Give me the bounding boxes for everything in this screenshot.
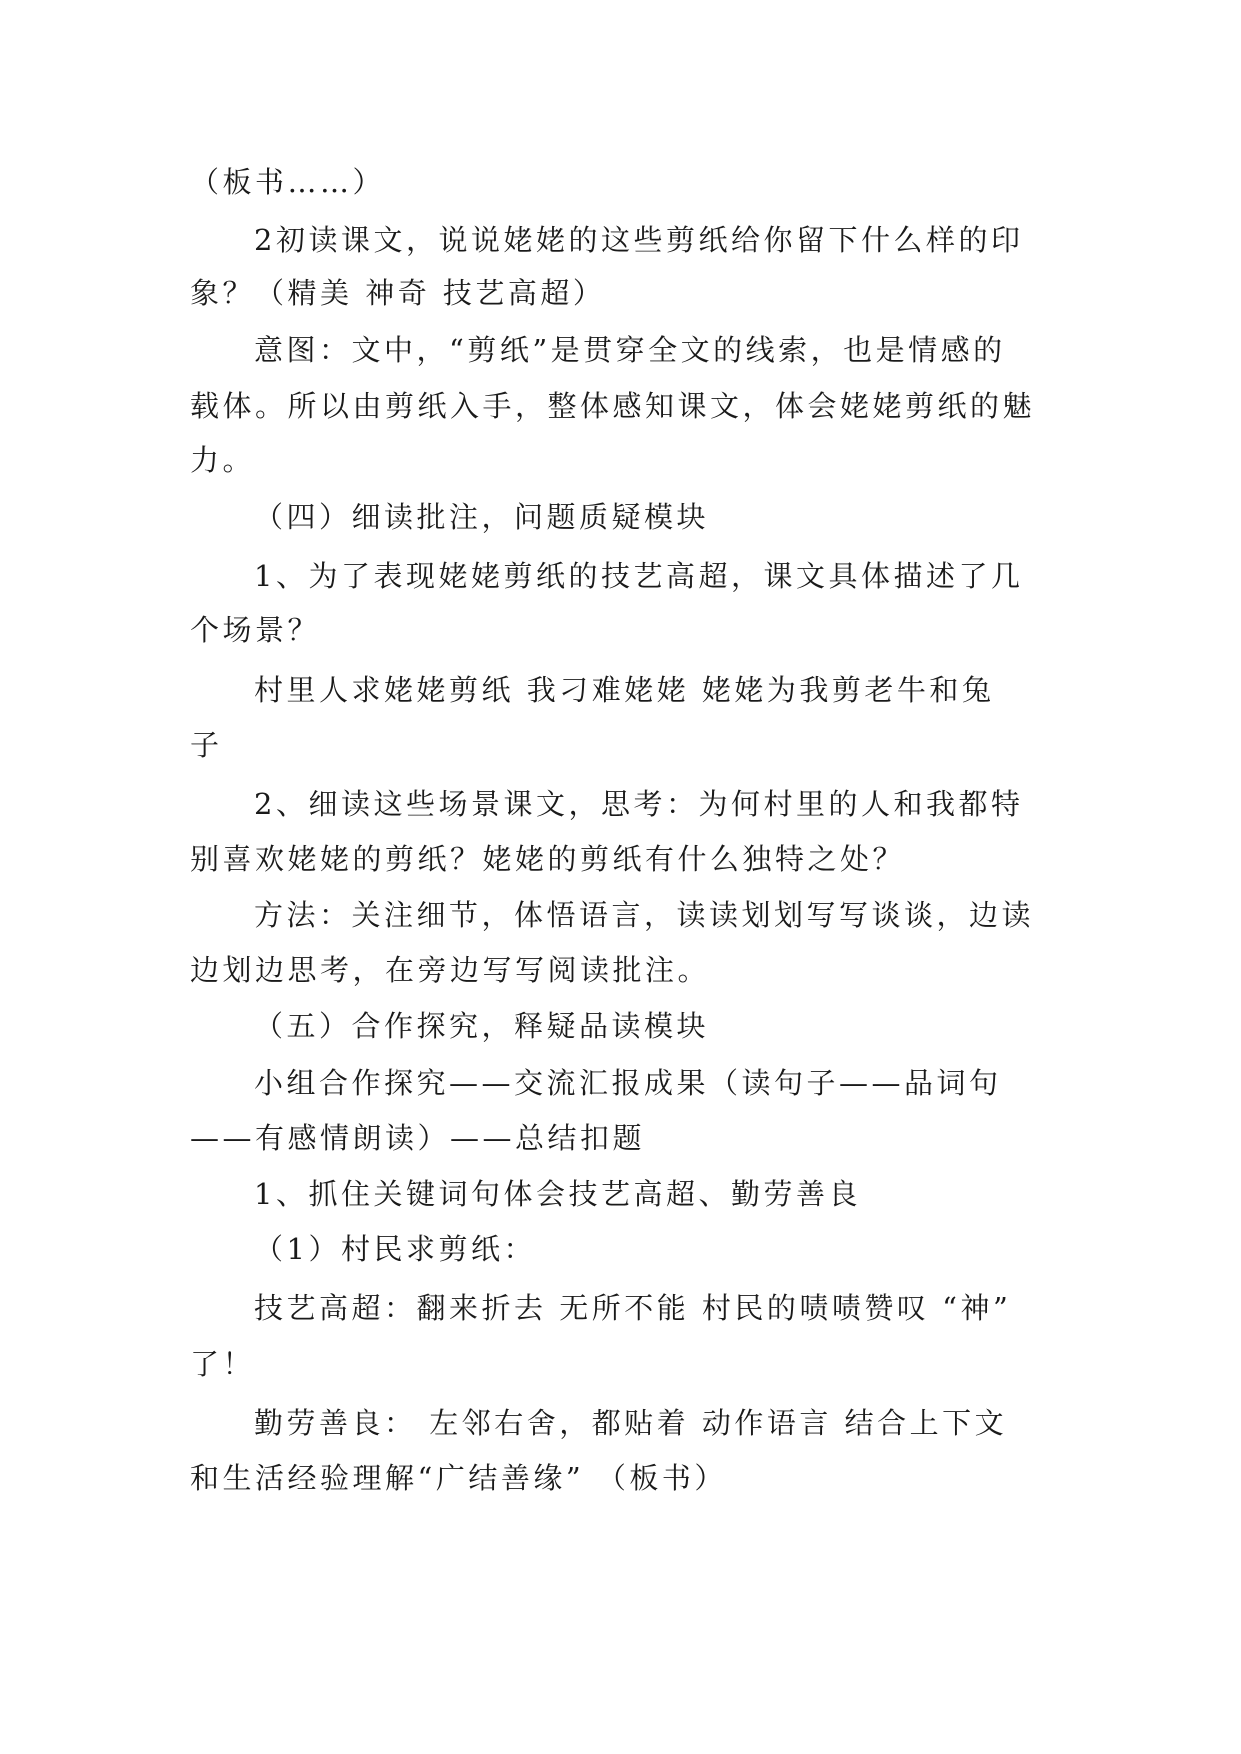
text-line-diligent: 勤劳善良： 左邻右舍，都贴着 动作语言 结合上下文 xyxy=(254,1406,1008,1440)
text-line-group-work: 小组合作探究——交流汇报成果（读句子——品词句 xyxy=(254,1066,1002,1100)
text-line-intent-cont-1: 载体。所以由剪纸入手，整体感知课文，体会姥姥剪纸的魅 xyxy=(190,389,1036,423)
text-line-skill-cont: 了！ xyxy=(190,1347,256,1381)
text-line-villagers: （1）村民求剪纸： xyxy=(254,1232,536,1266)
section-heading-four: （四）细读批注，问题质疑模块 xyxy=(254,500,710,534)
text-line-scenes: 村里人求姥姥剪纸 我刁难姥姥 姥姥为我剪老牛和兔 xyxy=(254,673,995,707)
text-line-question-2-cont: 别喜欢姥姥的剪纸？姥姥的剪纸有什么独特之处？ xyxy=(190,842,906,876)
text-line-method-cont: 边划边思考，在旁边写写阅读批注。 xyxy=(190,953,711,987)
text-line-skill: 技艺高超：翻来折去 无所不能 村民的啧啧赞叹 “神” xyxy=(254,1291,1012,1325)
text-line-first-reading-answer: 象？（精美 神奇 技艺高超） xyxy=(190,276,606,310)
section-heading-five: （五）合作探究，释疑品读模块 xyxy=(254,1009,710,1043)
text-line-group-work-cont: ——有感情朗读）——总结扣题 xyxy=(190,1121,646,1155)
text-line-board-note: （板书……） xyxy=(190,165,386,199)
text-line-intent-cont-2: 力。 xyxy=(190,443,256,477)
text-line-diligent-cont: 和生活经验理解“广结善缘” （板书） xyxy=(190,1461,727,1495)
text-line-question-1: 1、为了表现姥姥剪纸的技艺高超，课文具体描述了几 xyxy=(254,559,1024,593)
text-line-intent: 意图：文中，“剪纸”是贯穿全文的线索，也是情感的 xyxy=(254,333,1006,367)
text-line-method: 方法：关注细节，体悟语言，读读划划写写谈谈，边读 xyxy=(254,898,1035,932)
text-line-key-point-1: 1、抓住关键词句体会技艺高超、勤劳善良 xyxy=(254,1177,861,1211)
text-line-question-2: 2、细读这些场景课文，思考：为何村里的人和我都特 xyxy=(254,787,1024,821)
text-line-first-reading-question: 2初读课文，说说姥姥的这些剪纸给你留下什么样的印 xyxy=(254,223,1024,257)
text-line-scenes-cont: 子 xyxy=(190,728,223,762)
text-line-question-1-cont: 个场景？ xyxy=(190,613,321,647)
